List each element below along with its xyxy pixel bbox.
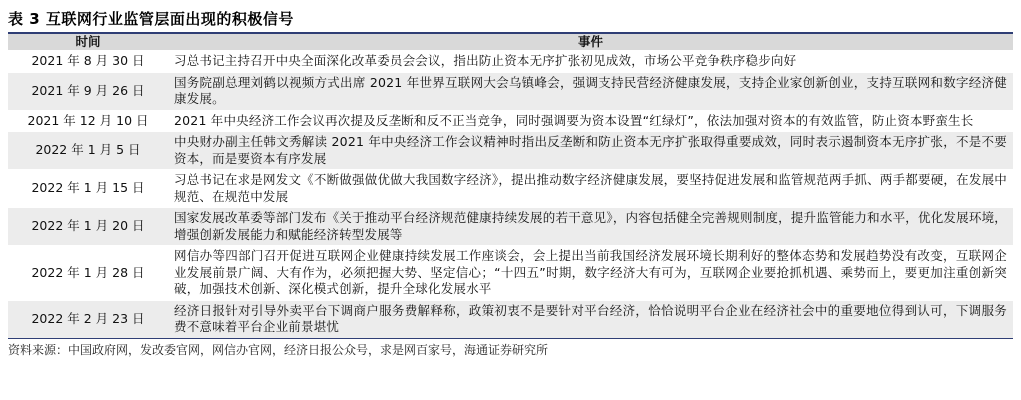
row-time: 2021 年 8 月 30 日 [8,51,168,73]
row-event: 习总书记在求是网发文《不断做强做优做大我国数字经济》，提出推动数字经济健康发展，要坚持促进发展和监管规范两手抓、两手都要硬，在发展中规范、在规范中发展 [168,170,1013,208]
table-row [8,51,1013,73]
header-time: 时间 [8,34,168,51]
row-time: 2021 年 9 月 26 日 [8,72,168,110]
row-event: 网信办等四部门召开促进互联网企业健康持续发展工作座谈会，会上提出当前我国经济发展环境长期利好的整体态势和发展趋势没有改变，互联网企业发展前景广阔、大有作为，必须把握大势、坚定信心；“十四五”时期，数字经济大有可为，互联网企业要抢抓机遇、乘势而上，要更加注重创新突破，加强技术创新、深化模式创新，提升全球化发展水平 [168,246,1013,301]
row-event: 2021 年中央经济工作会议再次提及反垄断和反不正当竞争，同时强调要为资本设置“红绿灯”，依法加强对资本的有效监管，防止资本野蛮生长 [168,110,1013,132]
row-time: 2022 年 1 月 20 日 [8,208,168,246]
row-event: 国家发展改革委等部门发布《关于推动平台经济规范健康持续发展的若干意见》，内容包括健全完善规则制度，提升监管能力和水平，优化发展环境，增强创新发展能力和赋能经济转型发展等 [168,208,1013,246]
table-row [8,300,1013,338]
row-event: 经济日报针对引导外卖平台下调商户服务费解释称，政策初衷不是要针对平台经济，恰恰说明平台企业在经济社会中的重要地位得到认可，下调服务费不意味着平台企业前景堪忧 [168,300,1013,338]
table-title: 表 3 互联网行业监管层面出现的积极信号 [8,10,294,28]
table-row [8,208,1013,246]
signals-table [8,34,1013,338]
row-event: 国务院副总理刘鹤以视频方式出席 2021 年世界互联网大会乌镇峰会，强调支持民营经济健康发展，支持企业家创新创业，支持互联网和数字经济健康发展。 [168,72,1013,110]
table-row [8,170,1013,208]
row-time: 2022 年 1 月 5 日 [8,132,168,170]
table-row [8,72,1013,110]
header-row [8,34,1013,51]
row-time: 2021 年 12 月 10 日 [8,110,168,132]
row-time: 2022 年 1 月 15 日 [8,170,168,208]
table-row [8,110,1013,132]
header-event: 事件 [168,34,1013,51]
row-event: 习总书记主持召开中央全面深化改革委员会会议，指出防止资本无序扩张初见成效，市场公平竞争秩序稳步向好 [168,51,1013,73]
table-row [8,246,1013,301]
source-note: 资料来源：中国政府网，发改委官网，网信办官网，经济日报公众号，求是网百家号，海通证券研究所 [8,342,549,357]
row-time: 2022 年 1 月 28 日 [8,246,168,301]
row-event: 中央财办副主任韩文秀解读 2021 年中央经济工作会议精神时指出反垄断和防止资本无序扩张取得重要成效，同时表示遏制资本无序扩张，不是不要资本，而是要资本有序发展 [168,132,1013,170]
table-bottom-rule [8,338,1013,339]
table-row [8,132,1013,170]
row-time: 2022 年 2 月 23 日 [8,300,168,338]
